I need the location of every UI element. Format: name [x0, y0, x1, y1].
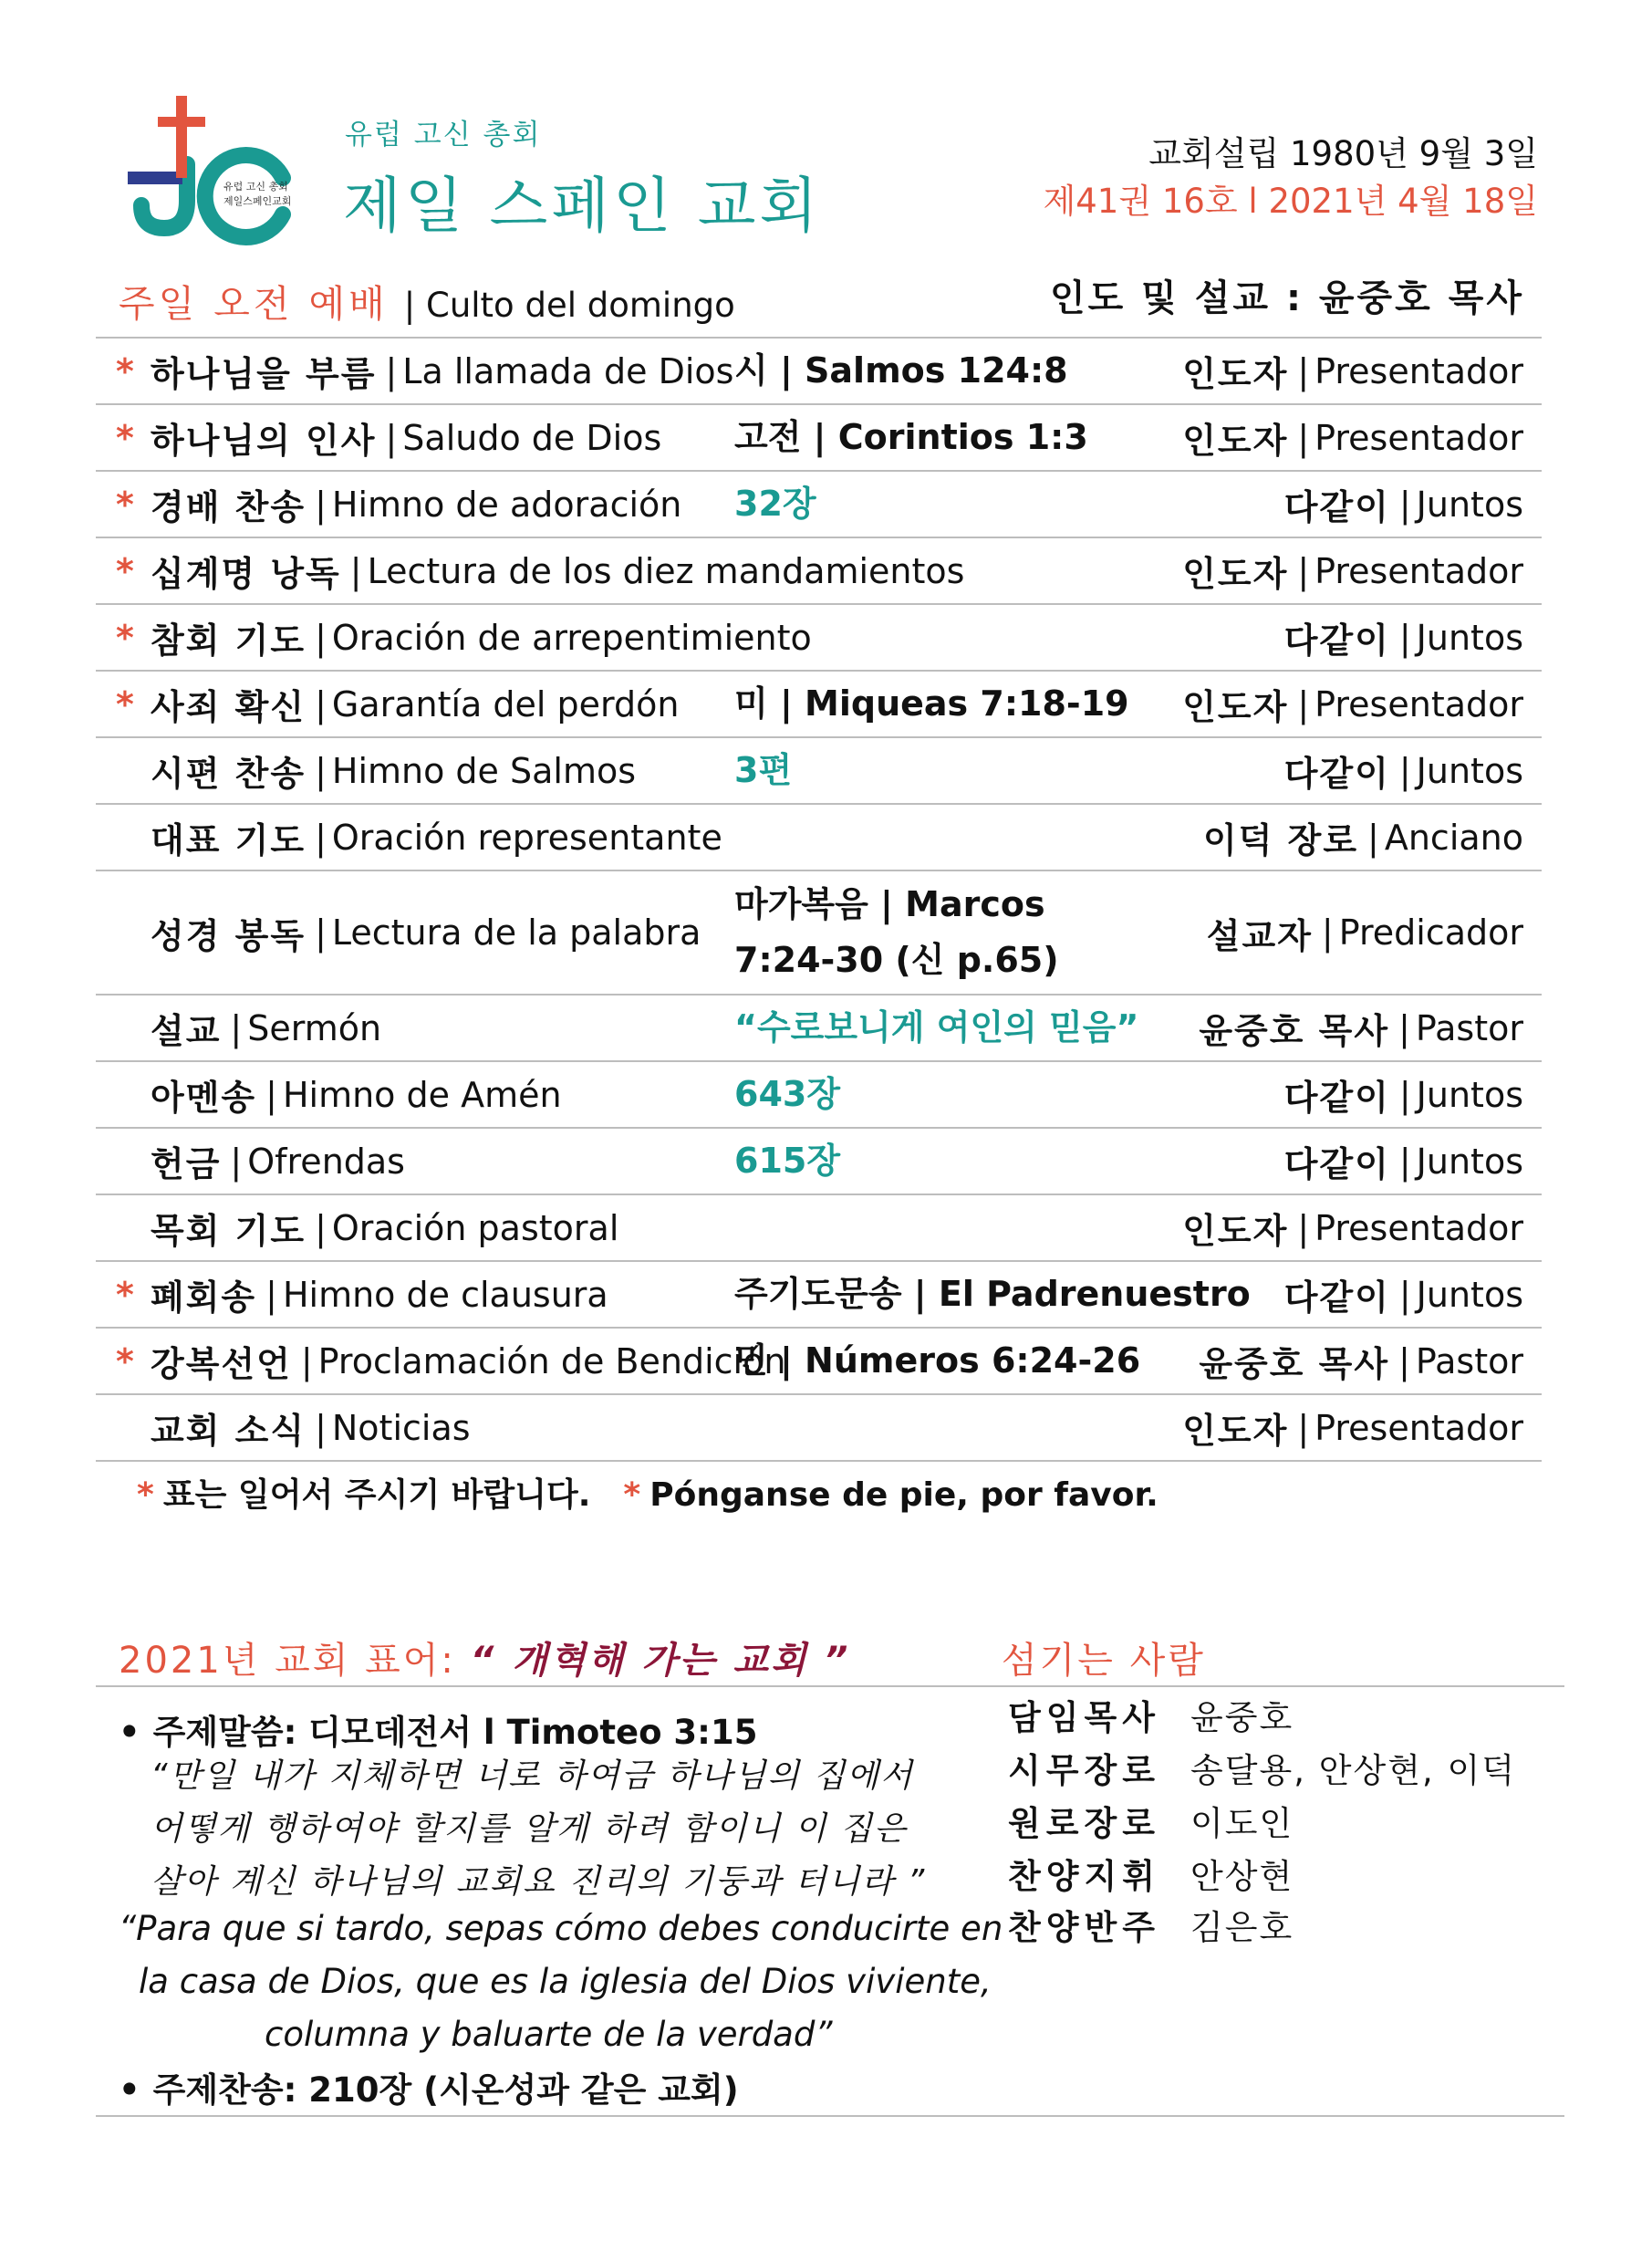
staff-position: 찬양반주: [1008, 1908, 1160, 1947]
order-role-es: Pastor: [1415, 1340, 1523, 1381]
staff-row: [1008, 1690, 1294, 1739]
order-role: [1182, 1195, 1523, 1260]
order-role: [1284, 1062, 1523, 1127]
order-reference: [734, 871, 1059, 994]
service-leader: 인도 및 설교 : 윤중호 목사: [1049, 277, 1524, 319]
stand-note-ko: 표는 일어서 주시기 바랍니다.: [162, 1476, 591, 1514]
order-role-es: Anciano: [1384, 817, 1523, 858]
separator: |: [315, 484, 327, 525]
staff-name: 이도인: [1190, 1804, 1294, 1843]
divider: [96, 2115, 1564, 2117]
order-row: [96, 994, 1542, 1060]
staff-row: [1008, 1796, 1294, 1845]
order-item-es: Proclamación de Bendición: [317, 1340, 786, 1381]
order-role-es: Juntos: [1416, 750, 1523, 791]
verse-es-line: columna y baluarte de la verdad”: [265, 2015, 833, 2054]
staff-position: 담임목사: [1008, 1698, 1160, 1737]
order-item: [151, 405, 661, 470]
separator: |: [1398, 617, 1411, 658]
order-role-ko: 다같이: [1283, 754, 1390, 794]
order-role: [1199, 1329, 1523, 1393]
verse-ko-line: 살아 계신 하나님의 교회요 진리의 기둥과 터니라 ”: [151, 1863, 927, 1901]
order-role-es: Juntos: [1416, 1141, 1523, 1182]
order-row: [96, 403, 1542, 470]
order-row: [96, 1060, 1542, 1127]
order-item-es: Lectura de la palabra: [331, 912, 701, 953]
separator: |: [1398, 484, 1411, 525]
separator: |: [315, 617, 327, 658]
order-role: [1284, 738, 1523, 803]
stand-star: *: [116, 350, 134, 391]
service-title: [119, 274, 735, 328]
stand-star: [116, 995, 143, 1060]
order-hymn: 615장: [734, 1141, 841, 1182]
separator: |: [1297, 417, 1310, 458]
order-hymn: 3편: [734, 750, 793, 791]
order-item-ko: 설교: [151, 1011, 222, 1051]
order-row: [96, 337, 1542, 403]
order-role-ko: 인도자: [1182, 1211, 1289, 1251]
verse-es-line: la casa de Dios, que es la iglesia del Dios viviente,: [139, 1962, 992, 2001]
separator: |: [1297, 683, 1310, 724]
order-role: [1182, 672, 1523, 736]
order-row: [96, 803, 1542, 870]
order-item-es: Oración pastoral: [331, 1207, 619, 1248]
order-role-es: Juntos: [1416, 617, 1523, 658]
stand-star: *: [116, 550, 134, 591]
separator: |: [1297, 1407, 1310, 1448]
order-item: [151, 1262, 608, 1327]
order-role-ko: 윤중호 목사: [1199, 1011, 1390, 1051]
stand-star: *: [116, 484, 134, 525]
theme-verse-text: 주제말씀: 디모데전서 l Timoteo 3:15: [152, 1713, 758, 1752]
stand-star: [116, 805, 143, 870]
staff-row: [1008, 1743, 1516, 1792]
verse-ko-line: “만일 내가 지체하면 너로 하여금 하나님의 집에서: [151, 1757, 914, 1795]
order-role-ko: 인도자: [1182, 554, 1289, 594]
assembly-subtitle: 유럽 고신 총회: [345, 119, 542, 151]
separator: |: [315, 817, 327, 858]
order-item-es: Sermón: [247, 1007, 382, 1048]
order-item: [151, 1395, 471, 1460]
separator: |: [385, 350, 398, 391]
order-reference: 민 | Números 6:24-26: [734, 1340, 1141, 1381]
stand-star: *: [116, 1274, 134, 1315]
theme-hymn: [119, 2062, 739, 2111]
order-item-es: La llamada de Dios: [402, 350, 734, 391]
order-role: [1182, 1395, 1523, 1460]
order-row: [96, 1327, 1542, 1393]
order-role: [1182, 339, 1523, 403]
staff-name: 안상현: [1190, 1857, 1294, 1896]
order-row: [96, 1260, 1542, 1327]
order-item: [151, 472, 681, 537]
order-role-ko: 설교자: [1206, 915, 1313, 956]
order-item-ko: 참회 기도: [151, 620, 307, 661]
order-role-ko: 인도자: [1182, 687, 1289, 727]
verse-es-line: “Para que si tardo, sepas cómo debes conducirte en: [119, 1909, 1003, 1948]
founded-date: 교회설립 1980년 9월 3일: [1148, 134, 1538, 173]
order-role: [1182, 538, 1523, 603]
order-role-es: Presentador: [1314, 1407, 1523, 1448]
order-row: [96, 670, 1542, 736]
order-role: [1199, 995, 1523, 1060]
order-role-es: Pastor: [1415, 1007, 1523, 1048]
order-item-ko: 대표 기도: [151, 820, 307, 860]
church-name: 제일 스페인 교회: [343, 171, 822, 241]
order-row: [96, 736, 1542, 803]
order-reference-line: 마가복음 | Marcos: [734, 884, 1045, 925]
theme-verse-label: [119, 1704, 757, 1754]
stand-star: *: [116, 683, 134, 724]
order-role-ko: 이덕 장로: [1202, 820, 1359, 860]
staff-row: [1008, 1849, 1294, 1898]
verse-ko-line: 어떻게 행하여야 할지를 알게 하려 함이니 이 집은: [151, 1810, 908, 1848]
stand-star: [116, 1129, 143, 1194]
staff-position: 찬양지휘: [1008, 1857, 1160, 1896]
stand-star-ko: *: [137, 1476, 154, 1514]
order-item: [151, 1195, 618, 1260]
order-item: [151, 1129, 405, 1194]
separator: |: [315, 1207, 327, 1248]
order-item-ko: 하나님을 부름: [151, 354, 377, 394]
stand-star: *: [116, 617, 134, 658]
order-reference-line: 7:24-30 (신 p.65): [734, 940, 1059, 980]
order-item-es: Saludo de Dios: [402, 417, 662, 458]
order-item-es: Lectura de los diez mandamientos: [367, 550, 965, 591]
separator: |: [1398, 1074, 1411, 1115]
service-title-es: Culto del domingo: [425, 286, 735, 325]
order-hymn: 32장: [734, 484, 816, 525]
order-item-ko: 사죄 확신: [151, 687, 307, 727]
order-item-ko: 십계명 낭독: [151, 554, 341, 594]
order-item: [151, 871, 701, 994]
issue-number: 제41권 16호 l 2021년 4월 18일: [1043, 182, 1538, 221]
order-item: [151, 1329, 785, 1393]
order-item-es: Oración de arrepentimiento: [331, 617, 812, 658]
church-logo: [123, 91, 306, 246]
separator: |: [1297, 550, 1310, 591]
order-role-ko: 인도자: [1182, 421, 1289, 461]
order-role-es: Juntos: [1416, 1274, 1523, 1315]
staff-position: 시무장로: [1008, 1751, 1160, 1790]
motto-title: [119, 1631, 850, 1683]
order-item: [151, 995, 381, 1060]
separator: |: [1367, 817, 1379, 858]
stand-star: [116, 1062, 143, 1127]
separator: |: [265, 1274, 277, 1315]
order-role-ko: 다같이: [1283, 1078, 1390, 1118]
order-row: [96, 470, 1542, 537]
order-hymn: 643장: [734, 1074, 841, 1115]
order-item: [151, 738, 636, 803]
stand-star: [116, 1395, 143, 1460]
order-reference: 주기도문송 | El Padrenuestro: [734, 1274, 1251, 1315]
order-item-ko: 목회 기도: [151, 1211, 307, 1251]
theme-hymn-text: 주제찬송: 210장 (시온성과 같은 교회): [152, 2070, 739, 2110]
separator: |: [315, 1407, 327, 1448]
order-item-ko: 시편 찬송: [151, 754, 307, 794]
stand-star: *: [116, 1340, 134, 1381]
order-item: [151, 672, 679, 736]
order-of-service-table: [96, 337, 1542, 1462]
staff-position: 원로장로: [1008, 1804, 1160, 1843]
separator: |: [1398, 750, 1411, 791]
order-row: [96, 603, 1542, 670]
separator: |: [1398, 1274, 1411, 1315]
order-role-ko: 다같이: [1283, 487, 1390, 527]
order-item-ko: 경배 찬송: [151, 487, 307, 527]
service-title-sep: |: [403, 286, 416, 325]
separator: |: [1398, 1141, 1411, 1182]
staff-title: 섬기는 사람: [1002, 1640, 1206, 1682]
separator: |: [315, 912, 327, 953]
separator: |: [230, 1141, 243, 1182]
order-role-es: Juntos: [1416, 1074, 1523, 1115]
stand-star: [116, 1195, 143, 1260]
order-hymn: “수로보니게 여인의 믿음”: [734, 1007, 1139, 1048]
stand-note-es: Pónganse de pie, por favor.: [649, 1476, 1158, 1514]
logo-text-1: 유럽 고신 총회: [223, 181, 288, 193]
order-item: [151, 538, 964, 603]
order-role-es: Presentador: [1314, 417, 1523, 458]
stand-star: [116, 738, 143, 803]
order-role-ko: 다같이: [1283, 1144, 1390, 1184]
staff-name: 송달용, 안상현, 이덕: [1190, 1751, 1516, 1790]
order-row: [96, 1194, 1542, 1260]
bullet: •: [119, 2070, 140, 2110]
order-role-es: Predicador: [1338, 912, 1523, 953]
order-role: [1284, 472, 1523, 537]
order-item-ko: 헌금: [151, 1144, 222, 1184]
order-item-es: Himno de Amén: [282, 1074, 562, 1115]
order-item-ko: 아멘송: [151, 1078, 257, 1118]
separator: |: [385, 417, 398, 458]
separator: |: [1297, 350, 1310, 391]
order-role: [1284, 1262, 1523, 1327]
order-item-es: Oración representante: [331, 817, 722, 858]
order-row: [96, 1393, 1542, 1462]
separator: |: [1398, 1007, 1410, 1048]
order-item-es: Himno de adoración: [331, 484, 682, 525]
staff-row: [1008, 1900, 1294, 1949]
order-role: [1284, 605, 1523, 670]
order-role-ko: 다같이: [1283, 620, 1390, 661]
separator: |: [300, 1340, 313, 1381]
order-item: [151, 605, 812, 670]
order-role: [1207, 871, 1523, 994]
order-role-es: Presentador: [1314, 683, 1523, 724]
order-role-es: Presentador: [1314, 550, 1523, 591]
separator: |: [315, 683, 327, 724]
order-item-ko: 교회 소식: [151, 1411, 307, 1451]
order-role-ko: 인도자: [1182, 354, 1289, 394]
separator: |: [230, 1007, 243, 1048]
stand-star: *: [116, 417, 134, 458]
order-item-ko: 강복선언: [151, 1344, 292, 1384]
motto-quote: “ 개혁해 가는 교회 ”: [470, 1640, 851, 1682]
order-row: [96, 537, 1542, 603]
service-title-ko: 주일 오전 예배: [119, 282, 389, 326]
stand-star-es: *: [623, 1476, 641, 1514]
separator: |: [349, 550, 362, 591]
order-role-ko: 윤중호 목사: [1199, 1344, 1390, 1384]
order-role-es: Presentador: [1314, 1207, 1523, 1248]
bullet: •: [119, 1713, 140, 1752]
order-item-es: Garantía del perdón: [331, 683, 680, 724]
order-row: [96, 1127, 1542, 1194]
order-row: [96, 870, 1542, 994]
order-reference: 고전 | Corintios 1:3: [734, 417, 1088, 458]
stand-note: [137, 1469, 1158, 1516]
separator: |: [1297, 1207, 1310, 1248]
separator: |: [315, 750, 327, 791]
order-item-es: Himno de Salmos: [331, 750, 637, 791]
staff-name: 윤중호: [1190, 1698, 1294, 1737]
order-role: [1284, 1129, 1523, 1194]
order-item-es: Ofrendas: [247, 1141, 405, 1182]
separator: |: [1321, 912, 1334, 953]
order-item-ko: 성경 봉독: [151, 915, 307, 956]
logo-text-2: 제일스페인교회: [223, 195, 292, 207]
order-role-ko: 다같이: [1283, 1277, 1390, 1318]
order-item: [151, 1062, 562, 1127]
separator: |: [1398, 1340, 1410, 1381]
order-role-es: Juntos: [1416, 484, 1523, 525]
order-reference: 미 | Miqueas 7:18-19: [734, 683, 1129, 724]
order-role-es: Presentador: [1314, 350, 1523, 391]
order-reference: 시 | Salmos 124:8: [734, 350, 1068, 391]
order-item: [151, 339, 733, 403]
order-item-ko: 폐회송: [151, 1277, 257, 1318]
order-item-es: Noticias: [331, 1407, 471, 1448]
stand-star: [116, 871, 143, 994]
order-role: [1182, 405, 1523, 470]
order-role-ko: 인도자: [1182, 1411, 1289, 1451]
order-item-es: Himno de clausura: [282, 1274, 608, 1315]
divider: [96, 1685, 1564, 1687]
staff-name: 김은호: [1190, 1908, 1294, 1947]
order-item: [151, 805, 722, 870]
separator: |: [265, 1074, 277, 1115]
order-item-ko: 하나님의 인사: [151, 421, 377, 461]
order-role: [1203, 805, 1523, 870]
motto-label: 2021년 교회 표어:: [119, 1640, 456, 1682]
